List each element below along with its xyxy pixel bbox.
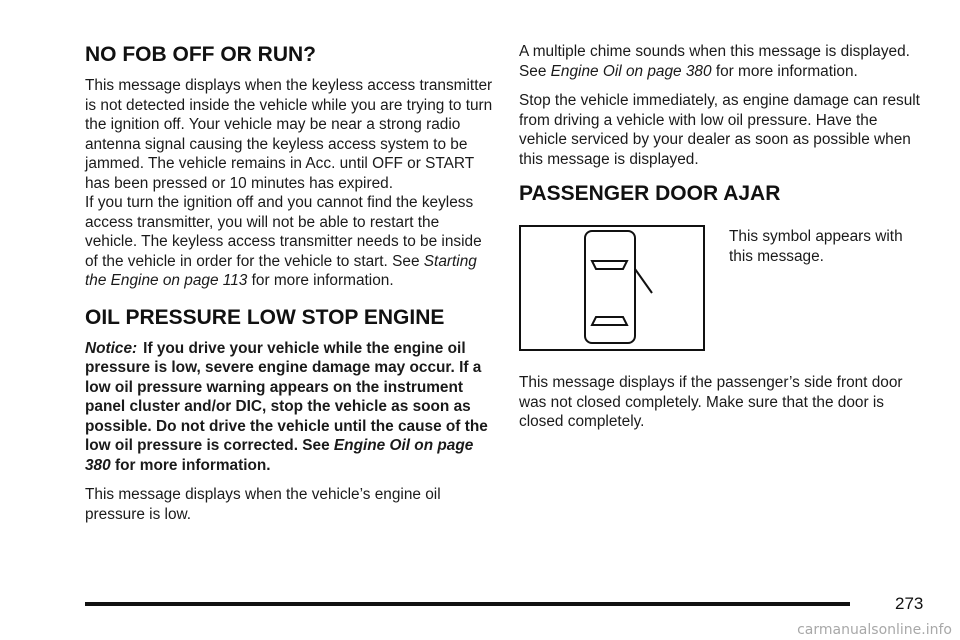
- footer-rule: [85, 602, 850, 606]
- starting-engine-reference[interactable]: Starting the Engine on page 113: [85, 252, 477, 289]
- notice-text-b: for more information.: [110, 456, 271, 474]
- page-number: 273: [895, 594, 924, 613]
- section-title-passenger-door: PASSENGER DOOR AJAR: [519, 182, 781, 205]
- chime-text-b: for more information.: [711, 62, 858, 80]
- door-symbol-row: [519, 225, 929, 353]
- door-ajar-symbol: [519, 225, 705, 351]
- section-title-oil-pressure: OIL PRESSURE LOW STOP ENGINE: [85, 305, 445, 329]
- no-fob-text-2b: for more information.: [247, 272, 394, 289]
- chime-text-a: A multiple chime sounds when this message is displayed. See: [519, 43, 910, 80]
- right-column: [519, 42, 929, 442]
- symbol-caption: [729, 227, 929, 266]
- no-fob-paragraph-2: [85, 193, 495, 291]
- section-title-no-fob: NO FOB OFF OR RUN?: [85, 43, 316, 66]
- door-ajar-paragraph: This message displays if the passenger’s side front door was not closed completely. Make sure that the door is closed completely.: [519, 374, 903, 430]
- no-fob-paragraph-1: [85, 76, 495, 193]
- left-column: [85, 42, 495, 534]
- notice-label: Notice:: [85, 339, 138, 357]
- notice-text-a: If you drive your vehicle while the engine oil pressure is low, severe engine damage may occur. If a low oil pressure warning appears on the instrument panel cluster and/or DIC, stop the vehicle as soon as possible. Do not drive the vehicle until the cause of the low oil pressure is corrected. See: [85, 339, 488, 454]
- engine-oil-reference-notice[interactable]: Engine Oil on page 380: [85, 437, 474, 474]
- door-ajar-icon: [521, 227, 703, 349]
- symbol-caption-text: This symbol appears with this message.: [729, 228, 903, 265]
- notice-block: [85, 339, 495, 476]
- no-fob-text-2a: If you turn the ignition off and you cannot find the keyless access transmitter, you will not be able to restart the vehicle. The keyless access transmitter needs to be inside of the vehicle in order for the vehicle to start. See: [85, 194, 482, 270]
- oil-pressure-paragraph: This message displays when the vehicle’s engine oil pressure is low.: [85, 486, 441, 523]
- chime-paragraph: [519, 42, 929, 81]
- engine-oil-reference[interactable]: Engine Oil on page 380: [550, 62, 712, 80]
- stop-vehicle-paragraph: Stop the vehicle immediately, as engine damage can result from driving a vehicle with low oil pressure. Have the vehicle serviced by your dealer as soon as possible when this message is displayed.: [519, 92, 920, 168]
- no-fob-text-1: This message displays when the keyless access transmitter is not detected inside the vehicle while you are trying to turn the ignition off. Your vehicle may be near a strong radio antenna signal causing the keyless access system to be jammed. The vehicle remains in Acc. until OFF or START has been pressed or 10 minutes has expired.: [85, 77, 493, 192]
- watermark: carmanualsonline.info: [797, 622, 952, 638]
